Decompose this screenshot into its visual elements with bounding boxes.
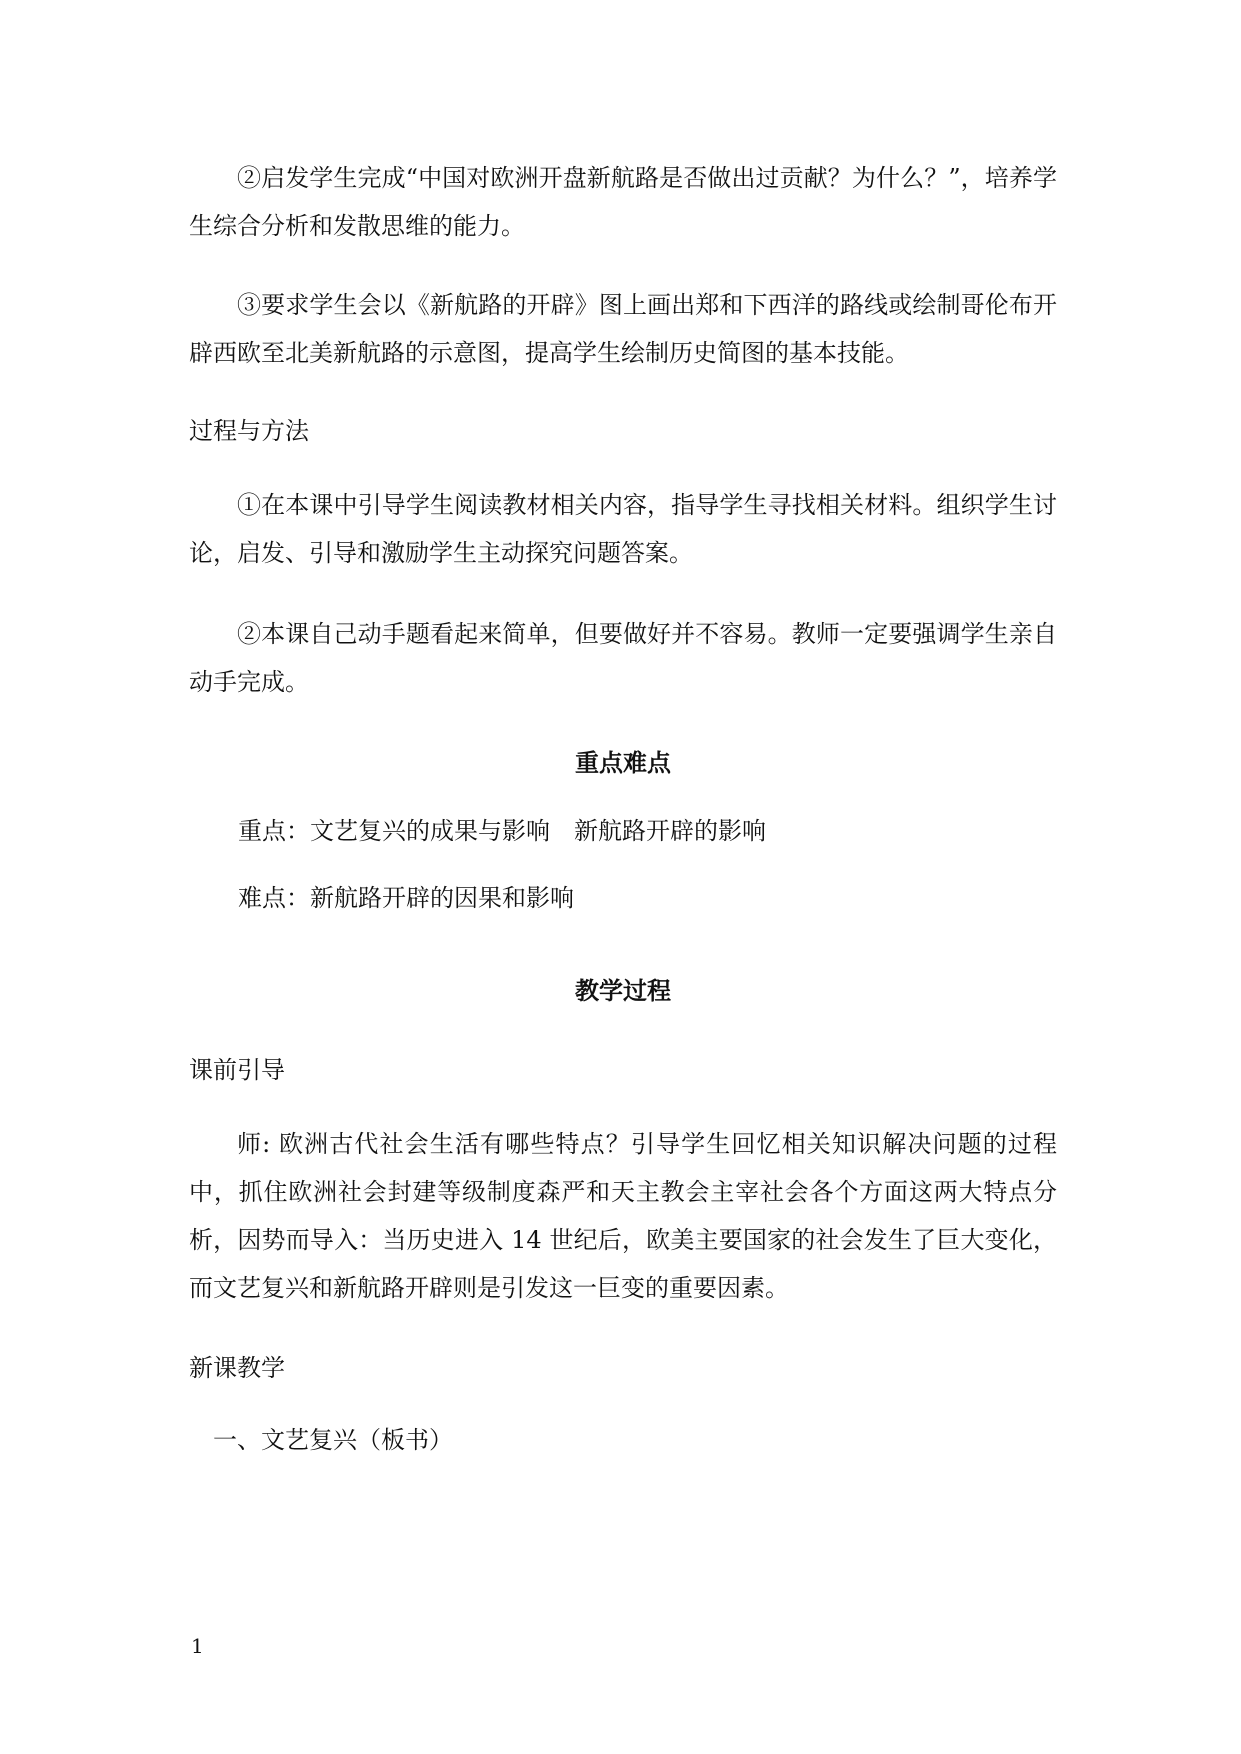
paragraph-method-2: ②本课自己动手题看起来简单，但要做好并不容易。教师一定要强调学生亲自动手完成。 [189, 620, 1057, 696]
heading-key-difficult: 重点难点 [575, 749, 671, 777]
heading-teaching-process: 教学过程 [575, 977, 671, 1005]
paragraph-pre-class: 师: 欧洲古代社会生活有哪些特点？引导学生回忆相关知识解决问题的过程中，抓住欧洲社会封建等级制度森严和天主教会主宰社会各个方面这两大特点分析，因势而导入：当历史进入 14 世纪后，欧美主要国家的社会发生了巨大变化，而文艺复兴和新航路开辟则是引发这一巨变的重要因素。 [189, 1130, 1057, 1302]
key-point-text: 重点：文艺复兴的成果与影响 新航路开辟的影响 [238, 817, 766, 845]
section-one-title: 一、文艺复兴（板书） [213, 1426, 453, 1454]
paragraph-objective-2: ②启发学生完成“中国对欧洲开盘新航路是否做出过贡献？为什么？”，培养学生综合分析和发散思维的能力。 [189, 164, 1057, 240]
heading-new-lesson: 新课教学 [189, 1354, 285, 1382]
paragraph-objective-3: ③要求学生会以《新航路的开辟》图上画出郑和下西洋的路线或绘制哥伦布开辟西欧至北美新航路的示意图，提高学生绘制历史简图的基本技能。 [189, 291, 1057, 367]
difficult-point-text: 难点：新航路开辟的因果和影响 [238, 884, 574, 912]
heading-process-method: 过程与方法 [189, 417, 309, 445]
heading-pre-class: 课前引导 [189, 1056, 285, 1084]
paragraph-method-1: ①在本课中引导学生阅读教材相关内容，指导学生寻找相关材料。组织学生讨论，启发、引导和激励学生主动探究问题答案。 [189, 491, 1057, 567]
page-number: 1 [191, 1634, 204, 1658]
